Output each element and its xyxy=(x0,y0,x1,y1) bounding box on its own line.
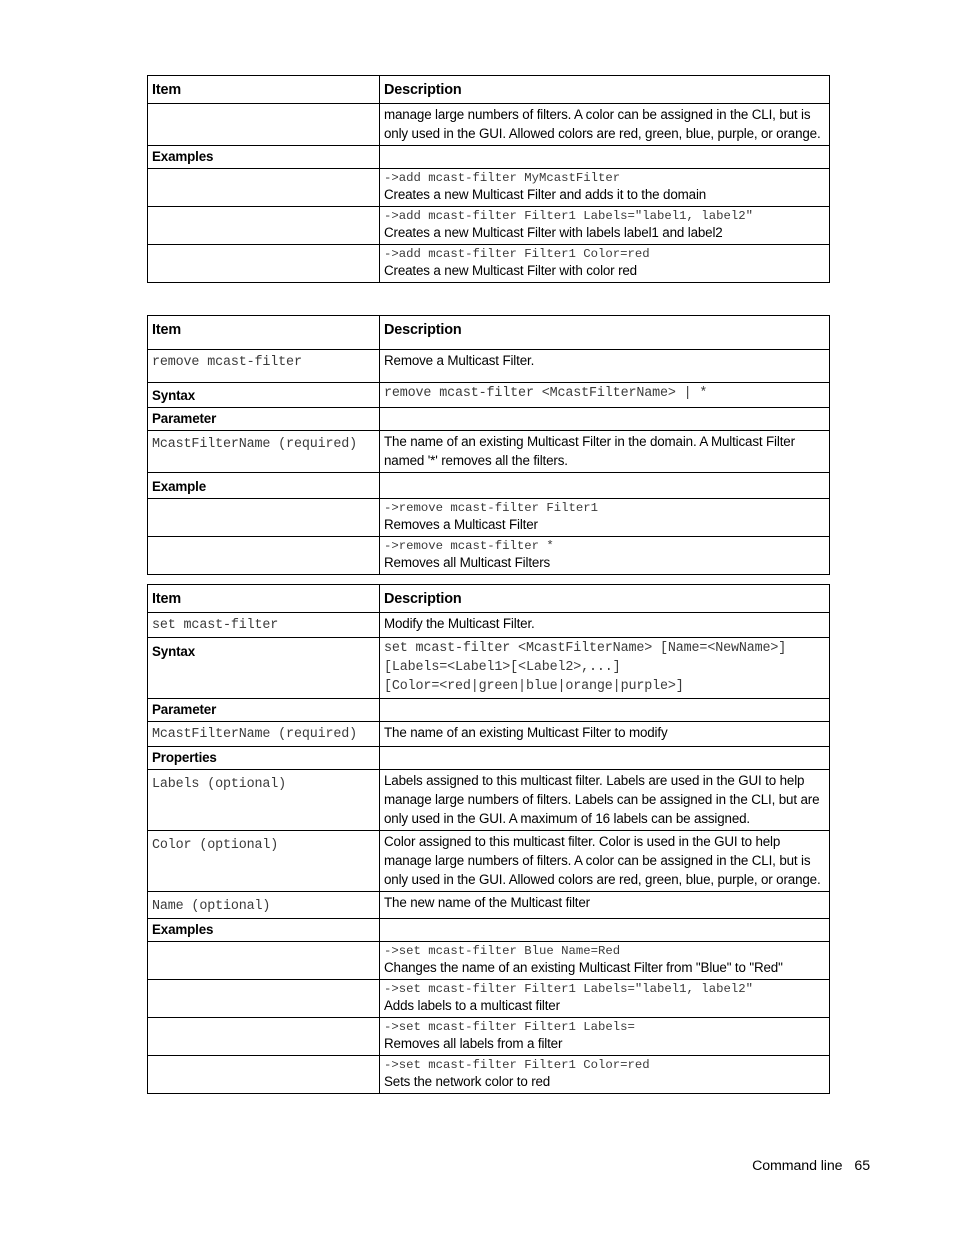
example-description: Sets the network color to red xyxy=(384,1074,551,1089)
example-row xyxy=(148,1018,830,1056)
example-description: Changes the name of an existing Multicast Filter from "Blue" to "Red" xyxy=(384,960,783,975)
property-row xyxy=(148,770,830,831)
description-column-header: Description xyxy=(380,316,830,350)
example-code: ->remove mcast-filter * xyxy=(384,539,554,553)
parameter-label: Parameter xyxy=(148,408,380,431)
syntax-line: [Labels=<Label1>[<Label2>,...] xyxy=(384,660,621,675)
syntax-label: Syntax xyxy=(148,638,380,699)
example-description: Removes all Multicast Filters xyxy=(384,555,551,570)
example-row xyxy=(148,1056,830,1094)
parameter-name: McastFilterName (required) xyxy=(148,431,380,473)
syntax-label: Syntax xyxy=(148,383,380,408)
item-column-header: Item xyxy=(148,585,380,613)
table-row xyxy=(148,408,830,431)
command-description: Modify the Multicast Filter. xyxy=(380,613,830,638)
table-row xyxy=(148,919,830,942)
example-label: Example xyxy=(148,473,380,499)
table-row xyxy=(148,747,830,770)
example-code: ->add mcast-filter Filter1 Color=red xyxy=(384,247,650,261)
syntax-text: remove mcast-filter <McastFilterName> | * xyxy=(380,383,830,408)
example-row xyxy=(148,245,830,283)
examples-label: Examples xyxy=(148,919,380,942)
syntax-text xyxy=(380,638,830,699)
example-code: ->set mcast-filter Filter1 Color=red xyxy=(384,1058,650,1072)
example-code: ->add mcast-filter MyMcastFilter xyxy=(384,171,621,185)
syntax-line: set mcast-filter <McastFilterName> [Name=<NewName>] xyxy=(384,641,787,656)
example-description: Removes all labels from a filter xyxy=(384,1036,563,1051)
table-row xyxy=(148,146,830,169)
example-code: ->set mcast-filter Filter1 Labels= xyxy=(384,1020,635,1034)
description-column-header: Description xyxy=(380,76,830,104)
syntax-line: [Color=<red|green|blue|orange|purple>] xyxy=(384,679,684,694)
property-name: Color (optional) xyxy=(148,831,380,892)
example-code: ->add mcast-filter Filter1 Labels="label1, label2" xyxy=(384,209,753,223)
add-mcast-filter-table-continued xyxy=(147,75,830,283)
command-description: Remove a Multicast Filter. xyxy=(380,350,830,383)
example-code: ->remove mcast-filter Filter1 xyxy=(384,501,599,515)
item-column-header: Item xyxy=(148,76,380,104)
page-number: 65 xyxy=(854,1158,870,1174)
table-row xyxy=(148,722,830,747)
property-name: Name (optional) xyxy=(148,892,380,919)
example-description: Removes a Multicast Filter xyxy=(384,517,538,532)
table-header-row xyxy=(148,316,830,350)
property-row xyxy=(148,892,830,919)
command-name: set mcast-filter xyxy=(148,613,380,638)
property-description: Labels assigned to this multicast filter. Labels are used in the GUI to help manage large numbers of filters. Labels can be assigned in the CLI, but are only used in the GUI. A maximum of 16 labels can be assigned. xyxy=(380,770,830,831)
table-header-row xyxy=(148,585,830,613)
parameter-label: Parameter xyxy=(148,699,380,722)
continued-description: manage large numbers of filters. A color can be assigned in the CLI, but is only used in the GUI. Allowed colors are red, green, blue, purple, or orange. xyxy=(380,104,830,146)
example-row xyxy=(148,942,830,980)
example-description: Adds labels to a multicast filter xyxy=(384,998,560,1013)
example-row xyxy=(148,207,830,245)
command-name: remove mcast-filter xyxy=(148,350,380,383)
example-description: Creates a new Multicast Filter and adds it to the domain xyxy=(384,187,707,202)
table-row xyxy=(148,638,830,699)
table-row xyxy=(148,383,830,408)
example-row xyxy=(148,980,830,1018)
set-mcast-filter-table xyxy=(147,584,830,1094)
example-row xyxy=(148,537,830,575)
property-description: Color assigned to this multicast filter. Color is used in the GUI to help manage large numbers of filters. A color can be assigned in the CLI, but is only used in the GUI. Allowed colors are red, green, blue, purple, or orange. xyxy=(380,831,830,892)
property-description: The new name of the Multicast filter xyxy=(380,892,830,919)
property-name: Labels (optional) xyxy=(148,770,380,831)
properties-label: Properties xyxy=(148,747,380,770)
example-description: Creates a new Multicast Filter with color red xyxy=(384,263,637,278)
example-code: ->set mcast-filter Filter1 Labels="label1, label2" xyxy=(384,982,753,996)
parameter-description: The name of an existing Multicast Filter in the domain. A Multicast Filter named '*' removes all the filters. xyxy=(380,431,830,473)
table-row xyxy=(148,473,830,499)
table-row xyxy=(148,431,830,473)
table-row xyxy=(148,699,830,722)
example-code: ->set mcast-filter Blue Name=Red xyxy=(384,944,621,958)
example-row xyxy=(148,499,830,537)
page-footer xyxy=(752,1158,870,1174)
table-header-row xyxy=(148,76,830,104)
table-row xyxy=(148,613,830,638)
table-row xyxy=(148,350,830,383)
footer-section-title: Command line xyxy=(752,1158,843,1174)
property-row xyxy=(148,831,830,892)
parameter-description: The name of an existing Multicast Filter to modify xyxy=(380,722,830,747)
remove-mcast-filter-table xyxy=(147,315,830,575)
example-row xyxy=(148,169,830,207)
parameter-name: McastFilterName (required) xyxy=(148,722,380,747)
example-description: Creates a new Multicast Filter with labels label1 and label2 xyxy=(384,225,723,240)
item-column-header: Item xyxy=(148,316,380,350)
description-column-header: Description xyxy=(380,585,830,613)
table-row xyxy=(148,104,830,146)
examples-label: Examples xyxy=(148,146,380,169)
